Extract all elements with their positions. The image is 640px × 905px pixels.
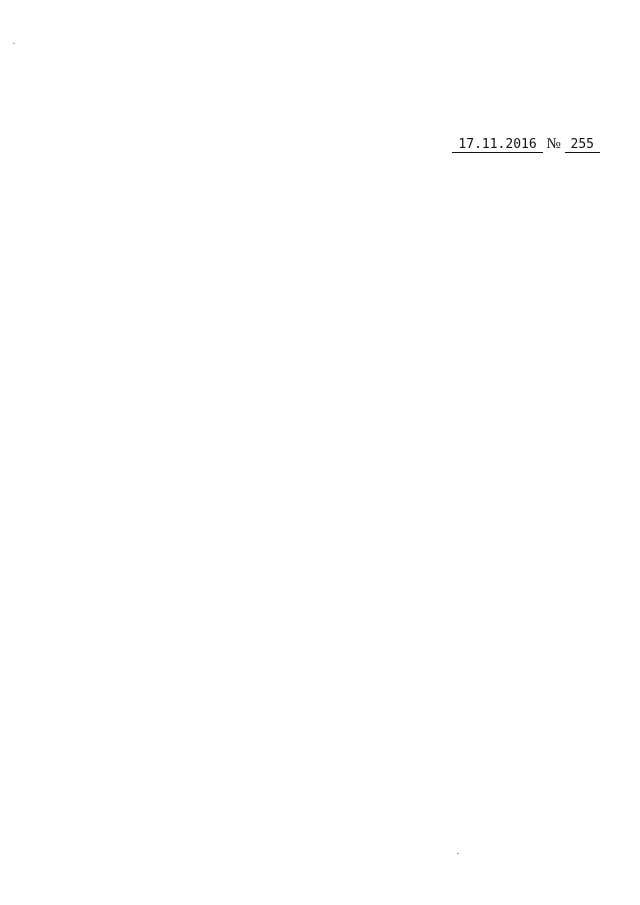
list-item (68, 346, 610, 365)
list-item (68, 478, 610, 497)
list-item (68, 324, 610, 343)
list-item (68, 302, 610, 321)
list-item (68, 764, 610, 783)
list-item (68, 588, 610, 607)
list-item (68, 654, 610, 673)
list-item (68, 698, 610, 717)
list-item (68, 742, 610, 761)
order-date: 17.11.2016 (452, 137, 542, 153)
order-number: 255 (565, 137, 600, 153)
scan-mark: · (12, 38, 16, 50)
order-line (452, 136, 600, 153)
list-item (68, 390, 610, 409)
list-item (68, 786, 610, 805)
list-item (68, 500, 610, 519)
list-item (68, 522, 610, 541)
list-item (68, 720, 610, 739)
list-item (68, 610, 610, 629)
list-item (68, 566, 610, 585)
scan-mark: · (456, 848, 460, 860)
list-item (68, 368, 610, 387)
intro-paragraph (68, 280, 610, 299)
list-item (68, 676, 610, 695)
list-item (68, 412, 610, 431)
list-item (68, 544, 610, 563)
list-item (68, 456, 610, 475)
list-item (68, 434, 610, 453)
list-item (68, 632, 610, 651)
order-number-prefix: № (546, 136, 561, 152)
document-body (68, 280, 610, 808)
